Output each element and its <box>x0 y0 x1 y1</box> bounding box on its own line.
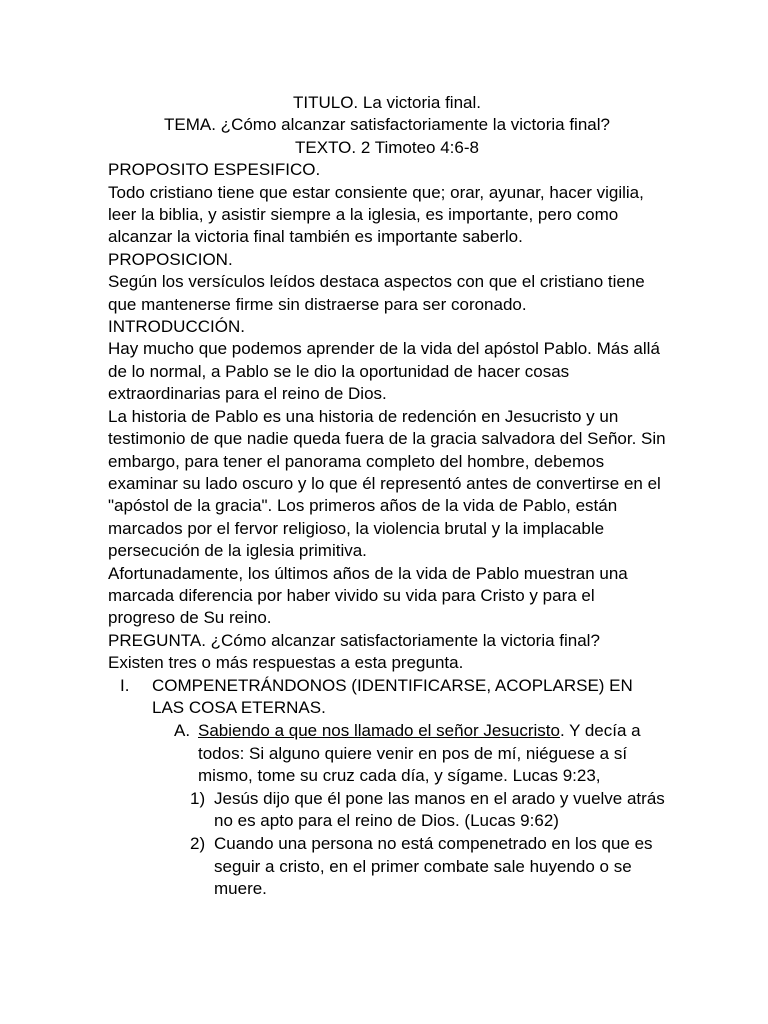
intro-paragraph-3: Afortunadamente, los últimos años de la vida de Pablo muestran una marcada diferencia por haber vivido su vida para Cristo y para el progreso de Su reino. <box>108 563 628 628</box>
num-marker-2: 2) <box>190 834 206 854</box>
document-body <box>108 92 666 901</box>
pregunta-line: PREGUNTA. ¿Cómo alcanzar satisfactoriamente la victoria final? <box>108 630 600 650</box>
theme-line: TEMA. ¿Cómo alcanzar satisfactoriamente la victoria final? <box>164 115 610 135</box>
proposito-heading: PROPOSITO ESPESIFICO. <box>108 160 321 180</box>
text-reference-line: TEXTO. 2 Timoteo 4:6-8 <box>295 137 479 157</box>
proposito-paragraph: Todo cristiano tiene que estar consiente que; orar, ayunar, hacer vigilia, leer la biblia, y asistir siempre a la iglesia, es importante, pero como alcanzar la victoria final también es importante saberlo. <box>108 182 644 247</box>
alpha-item-text: . Y decía a todos: Si alguno quiere venir en pos de mí, niéguese a sí mismo, tome su cruz cada día, y sígame. Lucas 9:23, <box>198 721 641 786</box>
roman-marker: I. <box>120 675 130 695</box>
num-item-text-2: Cuando una persona no está compenetrado en los que es seguir a cristo, en el primer combate sale huyendo o se muere. <box>214 834 653 899</box>
proposicion-heading: PROPOSICION. <box>108 249 233 269</box>
intro-paragraph-1: Hay mucho que podemos aprender de la vida del apóstol Pablo. Más allá de lo normal, a Pablo se le dio la oportunidad de hacer cosas extraordinarias para el reino de Dios. <box>108 339 660 404</box>
num-marker-1: 1) <box>190 788 206 808</box>
proposicion-paragraph: Según los versículos leídos destaca aspectos con que el cristiano tiene que mantenerse firme sin distraerse para ser coronado. <box>108 272 645 314</box>
outline-item-alpha-a <box>174 720 666 787</box>
outline-item-num-1 <box>190 788 666 833</box>
roman-item-text: COMPENETRÁNDONOS (IDENTIFICARSE, ACOPLARSE) EN LAS COSA ETERNAS. <box>152 675 633 717</box>
introduccion-heading: INTRODUCCIÓN. <box>108 317 245 337</box>
alpha-underlined-phrase: Sabiendo a que nos llamado el señor Jesucristo <box>198 721 560 741</box>
outline-item-roman-1 <box>108 675 666 720</box>
respuestas-line: Existen tres o más respuestas a esta pregunta. <box>108 653 464 673</box>
num-item-text-1: Jesús dijo que él pone las manos en el arado y vuelve atrás no es apto para el reino de Dios. (Lucas 9:62) <box>214 788 665 830</box>
intro-paragraph-2: La historia de Pablo es una historia de redención en Jesucristo y un testimonio de que nadie queda fuera de la gracia salvadora del Señor. Sin embargo, para tener el panorama completo del hombre, debemos examinar su lado oscuro y lo que él representó antes de convertirse en el "apóstol de la gracia". Los primeros años de la vida de Pablo, están marcados por el fervor religioso, la violencia brutal y la implacable persecución de la iglesia primitiva. <box>108 406 666 561</box>
outline-item-num-2 <box>190 833 666 900</box>
alpha-marker: A. <box>174 721 191 741</box>
title-line: TITULO. La victoria final. <box>292 93 481 112</box>
